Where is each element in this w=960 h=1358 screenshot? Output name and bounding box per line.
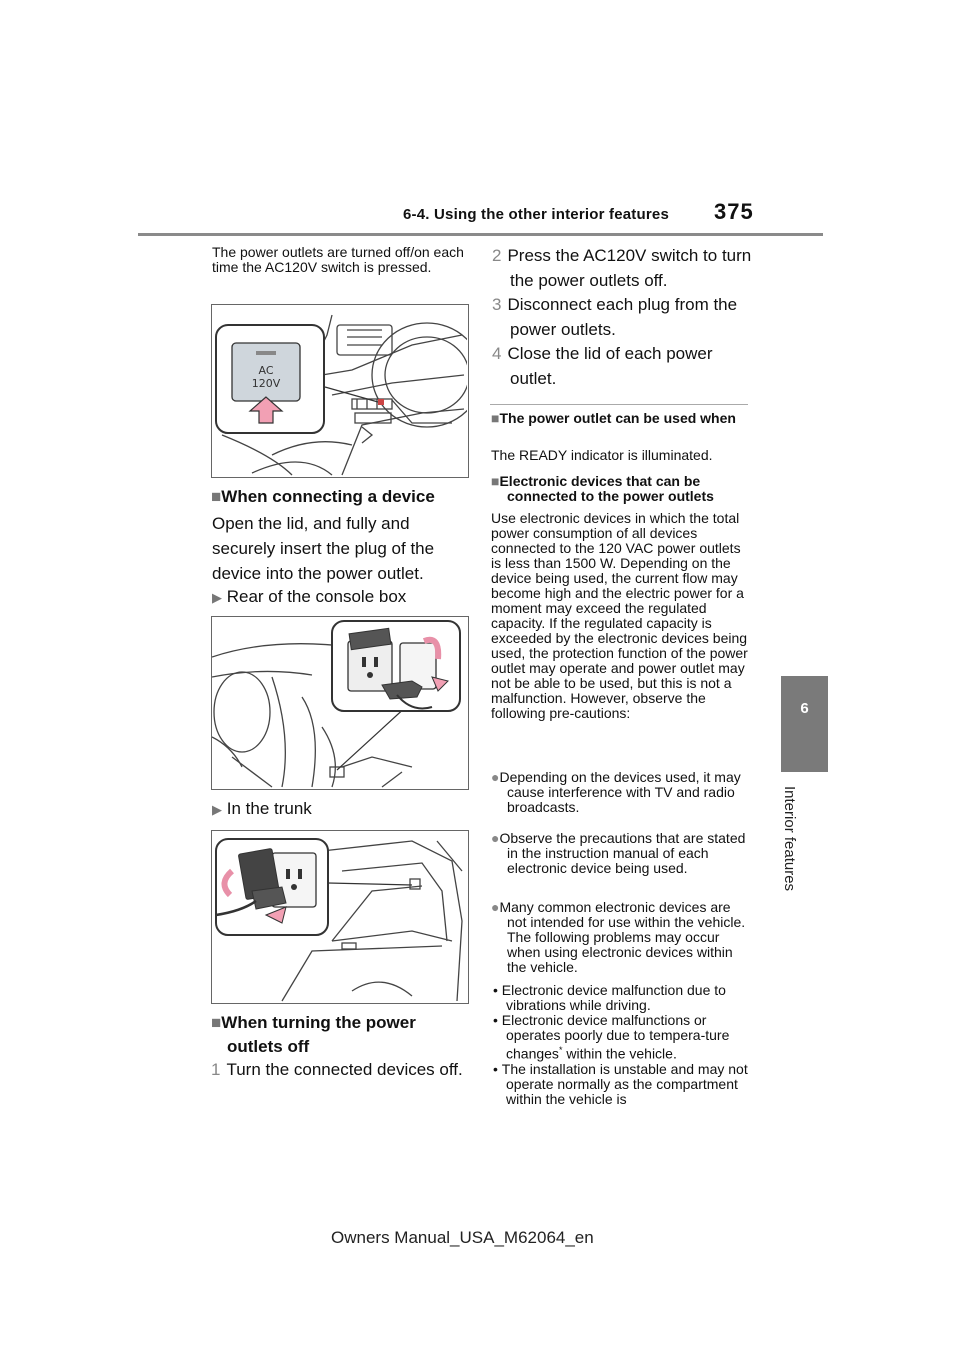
step-1: 1 Turn the connected devices off. (211, 1060, 463, 1079)
page-number: 375 (714, 199, 754, 224)
chapter-label: Interior features (781, 786, 798, 892)
trunk-drawing (212, 831, 467, 1002)
section-title: 6-4. Using the other interior features (403, 206, 669, 223)
round-bullet-icon: ● (491, 899, 500, 915)
used-heading: ■The power outlet can be used when (491, 410, 736, 426)
step-3: 3 Disconnect each plug from the power outlets. (492, 295, 738, 339)
console-drawing (212, 617, 467, 788)
precaution-3: ●Many common electronic devices are not intended for use within the vehicle. The following problems may occur when using electronic devices within the vehicle. (491, 899, 746, 975)
problem-item: • The installation is unstable and may not operate normally as the compartment within the vehicle is (493, 1060, 748, 1107)
problem-item: • Electronic device malfunctions or operates poorly due to tempera-ture changes* within the vehicle. (493, 1012, 730, 1062)
console-outlet-illustration (211, 616, 469, 790)
step-4: 4 Close the lid of each power outlet. (492, 344, 713, 388)
chapter-tab (781, 676, 828, 772)
precaution-2: ●Observe the precautions that are stated in the instruction manual of each electronic device being used. (491, 830, 746, 876)
problem-item: • Electronic device malfunction due to vibrations while driving. (493, 982, 726, 1013)
trunk-outlet-illustration (211, 830, 469, 1004)
rear-console-label: ▶ Rear of the console box (212, 587, 407, 606)
switch-label-120v: 120V (251, 377, 281, 390)
arrow-bullet-icon: ▶ (212, 802, 222, 817)
off-heading: ■When turning the power outlets off (211, 1013, 416, 1056)
square-bullet-icon: ■ (211, 1013, 222, 1032)
header-rule (138, 233, 823, 236)
round-bullet-icon: ● (491, 830, 500, 846)
precaution-1: ●Depending on the devices used, it may cause interference with TV and radio broadcasts. (491, 769, 741, 815)
manual-id: Owners Manual_USA_M62064_en (331, 1228, 594, 1247)
square-bullet-icon: ■ (491, 410, 500, 426)
connect-heading: ■When connecting a device (211, 487, 435, 506)
electronic-devices-heading: ■Electronic devices that can be connected to the power outlets (491, 473, 714, 504)
round-bullet-icon: ● (491, 769, 500, 785)
chapter-number: 6 (800, 700, 809, 717)
switch-label-ac: AC (258, 364, 274, 377)
dashboard-drawing (212, 305, 467, 476)
switch-illustration (211, 304, 469, 478)
problem-list (493, 983, 749, 1107)
square-bullet-icon: ■ (491, 473, 500, 489)
connect-text: Open the lid, and fully and securely insert the plug of the device into the power outlet. (212, 514, 435, 583)
arrow-bullet-icon: ▶ (212, 590, 222, 605)
electronic-devices-text: Use electronic devices in which the total power consumption of all devices connected to the 120 VAC power outlets is less than 1500 W. Depending on the device being used, the current flow may become high and the electric power for a moment may exceed the regulated capacity. If the regulated capacity is exceeded by the electronic devices being used, the protection function of the power outlet may operate and power outlet may not be able to be used, but this is not a malfunction. However, observe the following pre-cautions: (491, 510, 748, 721)
square-bullet-icon: ■ (211, 487, 222, 506)
used-text: The READY indicator is illuminated. (491, 447, 713, 463)
step-2: 2 Press the AC120V switch to turn the power outlets off. (492, 246, 752, 290)
section-divider (490, 404, 748, 405)
trunk-label: ▶ In the trunk (212, 799, 312, 818)
intro-text: The power outlets are turned off/on each time the AC120V switch is pressed. (212, 244, 464, 275)
